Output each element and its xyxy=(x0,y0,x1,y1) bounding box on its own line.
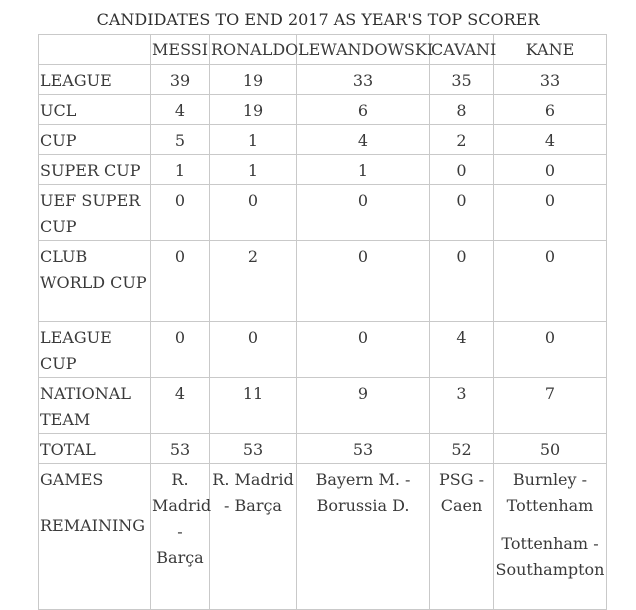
page-title: CANDIDATES TO END 2017 AS YEAR'S TOP SCORER xyxy=(96,10,540,29)
cell-value: 4 xyxy=(430,322,494,378)
row-cup xyxy=(39,125,607,155)
cell-value: 53 xyxy=(297,434,430,464)
cell-value: 33 xyxy=(297,65,430,95)
cell-value: 5 xyxy=(151,125,210,155)
cell-value: 0 xyxy=(430,185,494,241)
games-label-line2: REMAINING xyxy=(40,516,146,535)
cell-value: 4 xyxy=(151,95,210,125)
games-messi: R. Madrid - Barça xyxy=(151,464,210,610)
cell-value: 4 xyxy=(297,125,430,155)
cell-value: 0 xyxy=(151,241,210,322)
games-kane-2: Tottenham - Southampton xyxy=(495,534,605,579)
row-league-cup xyxy=(39,322,607,378)
row-label: CLUB WORLD CUP xyxy=(39,241,151,322)
row-super-cup xyxy=(39,155,607,185)
cell-value: 0 xyxy=(494,185,607,241)
row-label: NATIONAL TEAM xyxy=(39,378,151,434)
cell-value: 0 xyxy=(297,241,430,322)
row-league xyxy=(39,65,607,95)
cell-value: 53 xyxy=(151,434,210,464)
cell-value: 35 xyxy=(430,65,494,95)
cell-value: 7 xyxy=(494,378,607,434)
cell-value: 0 xyxy=(297,185,430,241)
row-label: UEF SUPER CUP xyxy=(39,185,151,241)
cell-value: 0 xyxy=(151,185,210,241)
cell-value: 9 xyxy=(297,378,430,434)
cell-value: 4 xyxy=(151,378,210,434)
row-label: CUP xyxy=(39,125,151,155)
top-scorers-table xyxy=(38,34,607,610)
header-corner-cell xyxy=(39,35,151,65)
cell-value: 6 xyxy=(494,95,607,125)
cell-value: 3 xyxy=(430,378,494,434)
cell-value: 1 xyxy=(210,155,297,185)
row-label: TOTAL xyxy=(39,434,151,464)
games-kane-1: Burnley - Tottenham xyxy=(506,470,594,515)
cell-value: 8 xyxy=(430,95,494,125)
games-label-line1: GAMES xyxy=(40,470,104,489)
cell-value: 1 xyxy=(151,155,210,185)
row-label: SUPER CUP xyxy=(39,155,151,185)
row-games-remaining xyxy=(39,464,607,610)
header-ronaldo: RONALDO xyxy=(210,35,297,65)
cell-value: 0 xyxy=(430,155,494,185)
header-lewandowski: LEWANDOWSKI xyxy=(297,35,430,65)
cell-value: 0 xyxy=(430,241,494,322)
cell-value: 52 xyxy=(430,434,494,464)
cell-value: 0 xyxy=(494,155,607,185)
cell-value: 6 xyxy=(297,95,430,125)
cell-value: 0 xyxy=(494,322,607,378)
cell-value: 19 xyxy=(210,95,297,125)
cell-value: 33 xyxy=(494,65,607,95)
cell-value: 2 xyxy=(430,125,494,155)
games-kane xyxy=(494,464,607,610)
cell-value: 11 xyxy=(210,378,297,434)
row-national-team xyxy=(39,378,607,434)
header-cavani: CAVANI xyxy=(430,35,494,65)
cell-value: 19 xyxy=(210,65,297,95)
row-ucl xyxy=(39,95,607,125)
row-uef-super-cup xyxy=(39,185,607,241)
row-total xyxy=(39,434,607,464)
row-label: LEAGUE xyxy=(39,65,151,95)
cell-value: 0 xyxy=(151,322,210,378)
cell-value: 0 xyxy=(494,241,607,322)
cell-value: 1 xyxy=(210,125,297,155)
games-cavani: PSG - Caen xyxy=(430,464,494,610)
games-remaining-label xyxy=(39,464,151,610)
cell-value: 50 xyxy=(494,434,607,464)
cell-value: 0 xyxy=(210,322,297,378)
cell-value: 0 xyxy=(210,185,297,241)
games-ronaldo: R. Madrid - Barça xyxy=(210,464,297,610)
cell-value: 53 xyxy=(210,434,297,464)
cell-value: 1 xyxy=(297,155,430,185)
row-label: LEAGUE CUP xyxy=(39,322,151,378)
header-messi: MESSI xyxy=(151,35,210,65)
row-label: UCL xyxy=(39,95,151,125)
games-lewandowski: Bayern M. - Borussia D. xyxy=(297,464,430,610)
cell-value: 4 xyxy=(494,125,607,155)
header-kane: KANE xyxy=(494,35,607,65)
cell-value: 2 xyxy=(210,241,297,322)
cell-value: 0 xyxy=(297,322,430,378)
header-row xyxy=(39,35,607,65)
row-club-world-cup xyxy=(39,241,607,322)
cell-value: 39 xyxy=(151,65,210,95)
